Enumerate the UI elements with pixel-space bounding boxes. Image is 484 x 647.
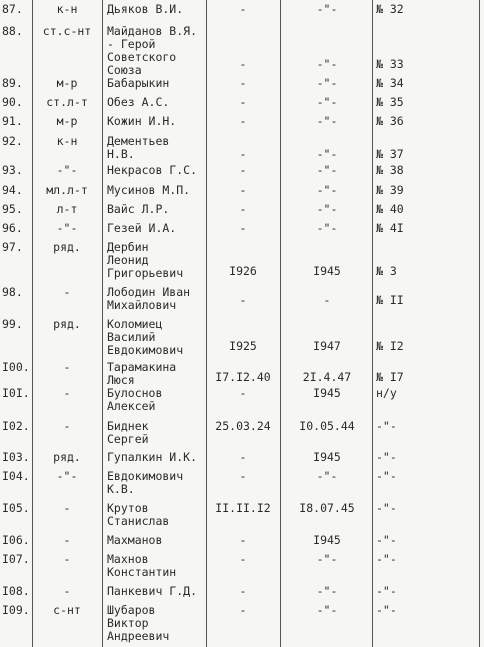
name-line: Панкевич Г.Д. <box>107 584 198 598</box>
name-cell <box>107 604 207 643</box>
birth-year-cell: 25.03.24 <box>215 419 271 433</box>
record-ref-cell: № 3 <box>376 264 397 278</box>
death-year-cell: I0.05.44 <box>299 419 355 433</box>
death-year-cell: I945 <box>313 264 341 278</box>
rank-cell: - <box>63 285 71 299</box>
name-line: Кожин И.Н. <box>107 114 177 128</box>
name-line: Евдокимович <box>107 343 184 357</box>
name-cell <box>107 184 207 197</box>
row-number: 98. <box>2 285 23 299</box>
column-rule <box>32 0 33 647</box>
row-number: I02. <box>2 419 30 433</box>
rank-cell: ряд. <box>53 450 81 464</box>
rank-cell: мл.л-т <box>46 183 88 197</box>
birth-year-cell: I926 <box>229 264 257 278</box>
name-line: Сергей <box>107 432 149 446</box>
name-cell <box>107 25 207 77</box>
birth-year-cell: - <box>239 2 247 16</box>
row-number: I03. <box>2 450 30 464</box>
row-number: I06. <box>2 533 30 547</box>
name-line: - Герой <box>107 37 156 51</box>
birth-year-cell: - <box>239 450 247 464</box>
rank-cell: к-н <box>56 2 78 16</box>
rank-cell: ст.с-нт <box>42 24 92 38</box>
birth-year-cell: - <box>239 163 247 177</box>
birth-year-cell: II.II.I2 <box>215 501 271 515</box>
rank-cell: ряд. <box>53 240 81 254</box>
name-line: Дьяков В.И. <box>107 2 184 16</box>
birth-year-cell: - <box>239 469 247 483</box>
name-line: Некрасов Г.С. <box>107 163 198 177</box>
record-ref-cell: -"- <box>376 469 397 483</box>
name-line: Крутов <box>107 501 149 515</box>
name-line: Михайлович <box>107 298 177 312</box>
death-year-cell: -"- <box>316 95 338 109</box>
name-cell <box>107 115 207 128</box>
death-year-cell: -"- <box>316 552 338 566</box>
birth-year-cell: - <box>239 552 247 566</box>
name-cell <box>107 222 207 235</box>
death-year-cell: I945 <box>313 386 341 400</box>
row-number: I09. <box>2 603 30 617</box>
row-number: I07. <box>2 552 30 566</box>
column-rule <box>372 0 373 647</box>
rank-cell: - <box>63 552 71 566</box>
birth-year-cell: - <box>239 584 247 598</box>
name-cell <box>107 361 207 387</box>
name-line: Махнов <box>107 552 149 566</box>
name-line: Дербин <box>107 240 149 254</box>
name-cell <box>107 451 207 464</box>
row-number: 88. <box>2 24 23 38</box>
death-year-cell: -"- <box>316 202 338 216</box>
rank-cell: - <box>63 501 71 515</box>
death-year-cell: -"- <box>316 163 338 177</box>
name-line: Виктор <box>107 616 149 630</box>
name-line: Лободин Иван <box>107 285 191 299</box>
name-line: Коломиец <box>107 317 163 331</box>
row-number: 94. <box>2 183 23 197</box>
name-cell <box>107 470 207 496</box>
record-ref-cell: -"- <box>376 584 397 598</box>
death-year-cell: I947 <box>313 339 341 353</box>
rank-cell: -"- <box>56 221 78 235</box>
rank-cell: -"- <box>56 469 78 483</box>
name-line: Союза <box>107 63 142 77</box>
name-line: Леонид <box>107 253 149 267</box>
row-number: 99. <box>2 317 23 331</box>
row-number: 95. <box>2 202 23 216</box>
row-number: 97. <box>2 240 23 254</box>
record-ref-cell: -"- <box>376 450 397 464</box>
name-line: Советского <box>107 50 177 64</box>
rank-cell: - <box>63 533 71 547</box>
name-line: Махманов <box>107 533 163 547</box>
record-ref-cell: № 38 <box>376 163 404 177</box>
record-ref-cell: -"- <box>376 603 397 617</box>
record-ref-cell: № I2 <box>376 339 404 353</box>
birth-year-cell: - <box>239 221 247 235</box>
row-number: I00. <box>2 360 30 374</box>
death-year-cell: -"- <box>316 603 338 617</box>
rank-cell: с-нт <box>53 603 81 617</box>
birth-year-cell: - <box>239 202 247 216</box>
birth-year-cell: - <box>239 114 247 128</box>
name-line: Алексей <box>107 399 156 413</box>
row-number: 90. <box>2 95 23 109</box>
row-number: 89. <box>2 76 23 90</box>
record-ref-cell: № 36 <box>376 114 404 128</box>
name-line: Гупалкин И.К. <box>107 450 198 464</box>
rank-cell: м-р <box>56 76 78 90</box>
name-cell <box>107 135 207 161</box>
row-number: 96. <box>2 221 23 235</box>
rank-cell: л-т <box>56 202 78 216</box>
name-line: Булоснов <box>107 386 163 400</box>
record-ref-cell: -"- <box>376 533 397 547</box>
death-year-cell: -"- <box>316 2 338 16</box>
death-year-cell: -"- <box>316 147 338 161</box>
row-number: 92. <box>2 134 23 148</box>
record-ref-cell: № 37 <box>376 147 404 161</box>
death-year-cell: 2I.4.47 <box>302 370 352 384</box>
rank-cell: м-р <box>56 114 78 128</box>
record-ref-cell: -"- <box>376 501 397 515</box>
name-cell <box>107 318 207 357</box>
rank-cell: - <box>63 360 71 374</box>
name-line: Мусинов М.П. <box>107 183 191 197</box>
record-ref-cell: № 33 <box>376 57 404 71</box>
birth-year-cell: - <box>239 57 247 71</box>
birth-year-cell: - <box>239 76 247 90</box>
rank-cell: к-н <box>56 134 78 148</box>
record-ref-cell: н/у <box>376 386 397 400</box>
birth-year-cell: - <box>239 386 247 400</box>
rank-cell: ст.л-т <box>46 95 88 109</box>
name-line: Дементьев <box>107 134 170 148</box>
name-line: Евдокимович <box>107 469 184 483</box>
death-year-cell: - <box>323 293 331 307</box>
name-line: Вайс Л.Р. <box>107 202 170 216</box>
column-rule <box>280 0 281 647</box>
name-line: Гезей И.А. <box>107 221 177 235</box>
record-ref-cell: № 4I <box>376 221 404 235</box>
death-year-cell: -"- <box>316 584 338 598</box>
name-cell <box>107 203 207 216</box>
death-year-cell: -"- <box>316 57 338 71</box>
rank-cell: -"- <box>56 163 78 177</box>
record-ref-cell: -"- <box>376 552 397 566</box>
birth-year-cell: - <box>239 95 247 109</box>
name-line: К.В. <box>107 482 135 496</box>
record-ref-cell: № II <box>376 293 404 307</box>
record-ref-cell: № 32 <box>376 2 404 16</box>
name-line: Андреевич <box>107 629 170 643</box>
row-number: 87. <box>2 2 23 16</box>
name-line: Константин <box>107 565 177 579</box>
name-cell <box>107 420 207 446</box>
birth-year-cell: I925 <box>229 339 257 353</box>
name-line: Шубаров <box>107 603 156 617</box>
row-number: I04. <box>2 469 30 483</box>
name-cell <box>107 534 207 547</box>
birth-year-cell: - <box>239 293 247 307</box>
row-number: I08. <box>2 584 30 598</box>
name-cell <box>107 387 207 413</box>
rank-cell: - <box>63 584 71 598</box>
death-year-cell: I945 <box>313 450 341 464</box>
name-line: Н.В. <box>107 147 135 161</box>
row-number: I0I. <box>2 386 30 400</box>
death-year-cell: -"- <box>316 114 338 128</box>
name-cell <box>107 502 207 528</box>
name-line: Бабарыкин <box>107 76 170 90</box>
record-ref-cell: № 40 <box>376 202 404 216</box>
name-line: Станислав <box>107 514 170 528</box>
record-ref-cell: № 39 <box>376 183 404 197</box>
birth-year-cell: - <box>239 183 247 197</box>
death-year-cell: -"- <box>316 469 338 483</box>
name-cell <box>107 96 207 109</box>
name-line: Обез А.С. <box>107 95 170 109</box>
death-year-cell: -"- <box>316 76 338 90</box>
name-cell <box>107 241 207 280</box>
birth-year-cell: - <box>239 147 247 161</box>
name-cell <box>107 585 207 598</box>
death-year-cell: I945 <box>313 533 341 547</box>
column-rule <box>479 0 480 647</box>
rank-cell: - <box>63 386 71 400</box>
column-rule <box>102 0 103 647</box>
record-ref-cell: № I7 <box>376 370 404 384</box>
death-year-cell: I8.07.45 <box>299 501 355 515</box>
record-ref-cell: № 35 <box>376 95 404 109</box>
birth-year-cell: I7.I2.40 <box>215 370 271 384</box>
rank-cell: ряд. <box>53 317 81 331</box>
rank-cell: - <box>63 419 71 433</box>
record-ref-cell: -"- <box>376 419 397 433</box>
row-number: 91. <box>2 114 23 128</box>
birth-year-cell: - <box>239 603 247 617</box>
name-cell <box>107 164 207 177</box>
birth-year-cell: - <box>239 533 247 547</box>
row-number: I05. <box>2 501 30 515</box>
name-line: Биднек <box>107 419 149 433</box>
row-number: 93. <box>2 163 23 177</box>
record-ref-cell: № 34 <box>376 76 404 90</box>
death-year-cell: -"- <box>316 221 338 235</box>
name-line: Василий <box>107 330 156 344</box>
name-cell <box>107 77 207 90</box>
name-line: Майданов В.Я. <box>107 24 198 38</box>
name-line: Григорьевич <box>107 266 184 280</box>
name-cell <box>107 553 207 579</box>
name-cell <box>107 286 207 312</box>
death-year-cell: -"- <box>316 183 338 197</box>
name-line: Тарамакина <box>107 360 177 374</box>
name-cell <box>107 3 207 16</box>
name-line: Люся <box>107 373 135 387</box>
